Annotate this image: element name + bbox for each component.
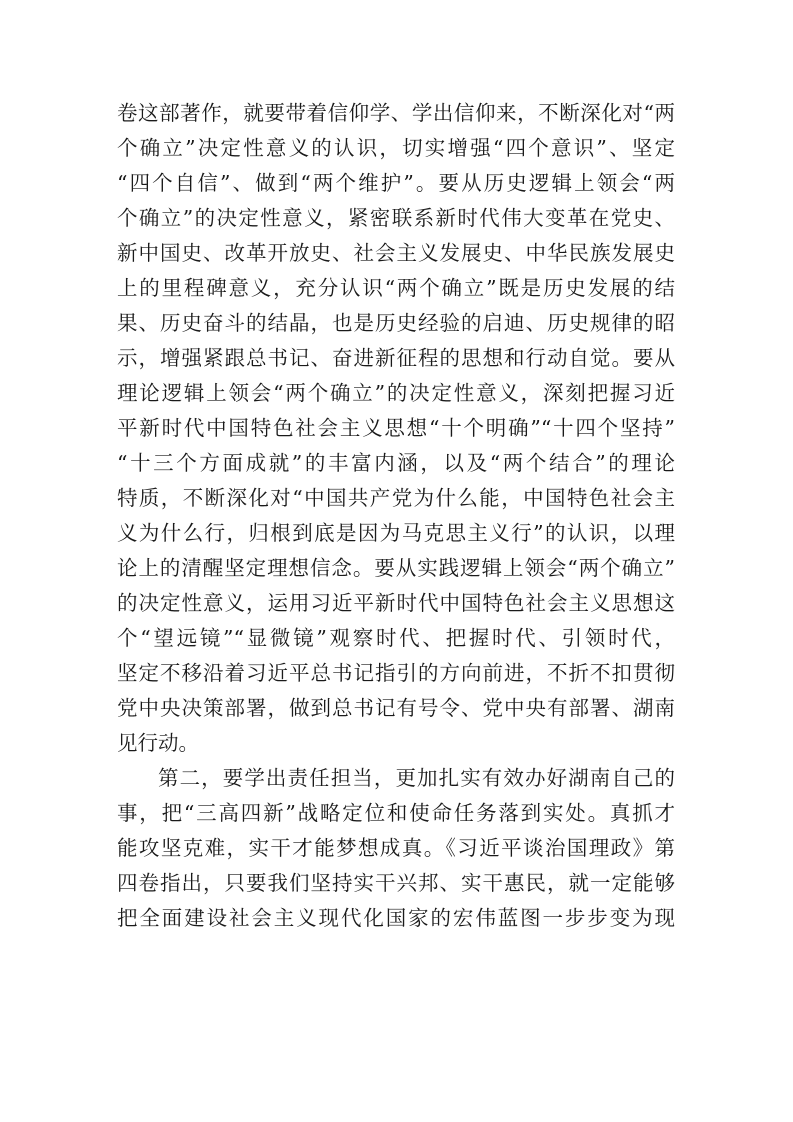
text-line: 个确立”决定性意义的认识，切实增强“四个意识”、坚定 bbox=[117, 136, 675, 160]
text-line: 平新时代中国特色社会主义思想“十个明确”“十四个坚持” bbox=[117, 416, 675, 440]
paragraph-1 bbox=[117, 96, 675, 761]
text-line: 的决定性意义，运用习近平新时代中国特色社会主义思想这 bbox=[117, 591, 675, 615]
text-line: 果、历史奋斗的结晶，也是历史经验的启迪、历史规律的昭 bbox=[117, 311, 675, 335]
text-line: 示，增强紧跟总书记、奋进新征程的思想和行动自觉。要从 bbox=[117, 346, 675, 370]
text-line: 上的里程碑意义，充分认识“两个确立”既是历史发展的结 bbox=[117, 276, 675, 300]
text-line: “四个自信”、做到“两个维护”。要从历史逻辑上领会“两 bbox=[117, 171, 675, 195]
text-line: 卷这部著作，就要带着信仰学、学出信仰来，不断深化对“两 bbox=[117, 101, 675, 125]
text-line: 论上的清醒坚定理想信念。要从实践逻辑上领会“两个确立” bbox=[117, 556, 675, 580]
text-line: 特质，不断深化对“中国共产党为什么能，中国特色社会主 bbox=[117, 486, 675, 510]
text-line: 个“望远镜”“显微镜”观察时代、把握时代、引领时代， bbox=[117, 626, 675, 650]
text-line: 见行动。 bbox=[117, 731, 199, 755]
text-line: 事，把“三高四新”战略定位和使命任务落到实处。真抓才 bbox=[117, 801, 675, 825]
text-line: 把全面建设社会主义现代化国家的宏伟蓝图一步步变为现 bbox=[117, 906, 675, 930]
text-line: “十三个方面成就”的丰富内涵，以及“两个结合”的理论 bbox=[117, 451, 675, 475]
text-line: 新中国史、改革开放史、社会主义发展史、中华民族发展史 bbox=[117, 241, 675, 265]
text-line: 第二，要学出责任担当，更加扎实有效办好湖南自己的 bbox=[158, 766, 675, 790]
text-line: 坚定不移沿着习近平总书记指引的方向前进，不折不扣贯彻 bbox=[117, 661, 675, 685]
text-line: 党中央决策部署，做到总书记有号令、党中央有部署、湖南 bbox=[117, 696, 675, 720]
text-line: 理论逻辑上领会“两个确立”的决定性意义，深刻把握习近 bbox=[117, 381, 675, 405]
text-line: 能攻坚克难，实干才能梦想成真。《习近平谈治国理政》第 bbox=[117, 836, 675, 860]
text-line: 个确立”的决定性意义，紧密联系新时代伟大变革在党史、 bbox=[117, 206, 675, 230]
text-line: 四卷指出，只要我们坚持实干兴邦、实干惠民，就一定能够 bbox=[117, 871, 675, 895]
paragraph-2 bbox=[117, 761, 675, 936]
document-page bbox=[117, 96, 675, 936]
text-line: 义为什么行，归根到底是因为马克思主义行”的认识，以理 bbox=[117, 521, 675, 545]
